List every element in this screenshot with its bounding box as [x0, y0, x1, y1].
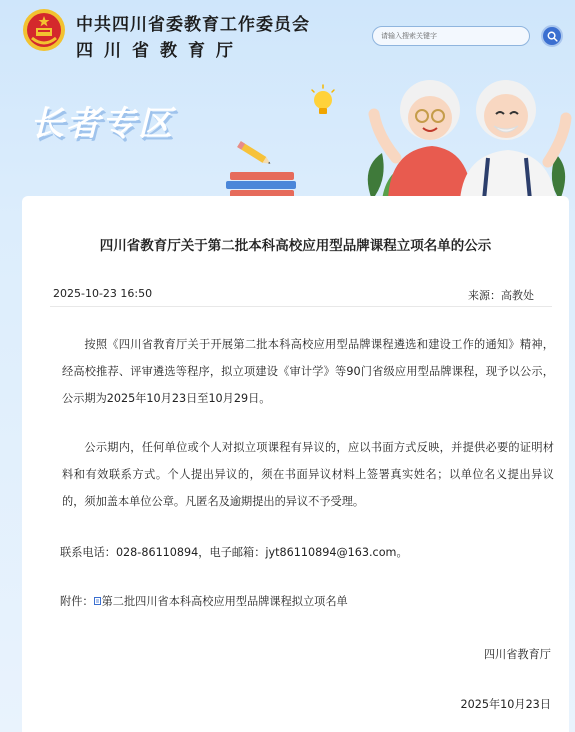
article-paragraph-2: 公示期内，任何单位或个人对拟立项课程有异议的，应以书面方式反映，并提供必要的证明材料和有效联系方式。个人提出异议的，须在书面异议材料上签署真实姓名；以单位名义提出异议的，须加盖本单位公章。凡匿名及逾期提出的异议不予受理。 — [62, 441, 554, 508]
attachment-name: 第二批四川省本科高校应用型品牌课程拟立项名单 — [101, 595, 348, 608]
national-emblem-icon — [22, 8, 66, 52]
contact-info: 联系电话：028-86110894，电子邮箱：jyt86110894@163.com。 — [60, 546, 408, 559]
document-icon — [94, 597, 101, 605]
banner-title: 长者专区 — [30, 104, 174, 144]
search-input[interactable] — [372, 26, 530, 46]
site-header — [0, 0, 575, 200]
article-card — [22, 196, 569, 732]
lightbulb-icon — [308, 84, 338, 118]
article-paragraph-1: 按照《四川省教育厅关于开展第二批本科高校应用型品牌课程遴选和建设工作的通知》精神，经高校推荐、评审遴选等程序，拟立项建设《审计学》等90门省级应用型品牌课程，现予以公示，公示期为2025年10月23日至10月29日。 — [62, 338, 554, 405]
publish-date: 2025-10-23 16:50 — [53, 287, 153, 300]
search-button[interactable] — [541, 25, 563, 47]
attachment-row — [60, 593, 348, 609]
meta-divider — [50, 306, 552, 307]
attachment-label: 附件： — [60, 595, 94, 608]
pencil-icon — [232, 138, 276, 170]
org-name-primary: 中共四川省委教育工作委员会 — [76, 15, 310, 35]
books-icon — [224, 172, 300, 198]
elderly-couple-illustration — [360, 58, 575, 200]
signature-date: 2025年10月23日 — [460, 698, 551, 711]
attachment-link[interactable] — [94, 593, 348, 609]
article-title: 四川省教育厅关于第二批本科高校应用型品牌课程立项名单的公示 — [99, 238, 492, 254]
signature-org: 四川省教育厅 — [483, 648, 551, 661]
search-icon — [547, 31, 558, 42]
article-source: 来源：高教处 — [468, 289, 534, 302]
org-name-secondary: 四川省教育厅 — [76, 41, 244, 61]
